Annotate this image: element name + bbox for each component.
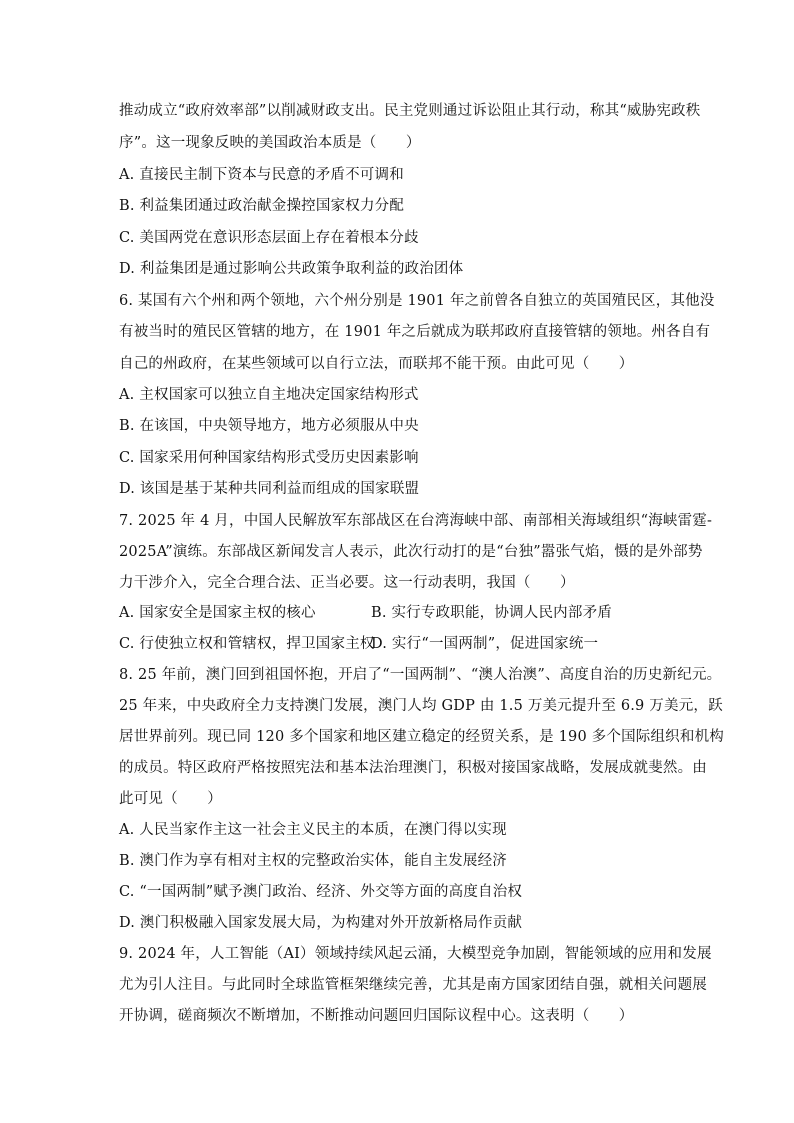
- q5-stem-line-2: 序”。这一现象反映的美国政治本质是（ ）: [119, 135, 421, 151]
- q6-stem-line-2: 有被当时的殖民区管辖的地方，在 1901 年之后就成为联邦政府直接管辖的领地。州各自有: [119, 324, 711, 340]
- q8-stem-line-3: 居世界前列。现已同 120 多个国家和地区建立稳定的经贸关系，是 190 多个国际组织和机构: [119, 729, 724, 745]
- q7-option-b: B. 实行专政职能，协调人民内部矛盾: [371, 605, 612, 621]
- q6-stem-line-1: 6. 某国有六个州和两个领地，六个州分别是 1901 年之前曾各自独立的英国殖民区，其他没: [119, 293, 715, 309]
- q7-option-d: D. 实行“一国两制”，促进国家统一: [371, 636, 599, 652]
- q8-stem-line-4: 的成员。特区政府严格按照宪法和基本法治理澳门，积极对接国家战略，发展成就斐然。由: [119, 760, 707, 776]
- q6-stem-line-3: 自己的州政府，在某些领域可以自行立法，而联邦不能干预。由此可见（ ）: [119, 356, 634, 372]
- q5-option-a: A. 直接民主制下资本与民意的矛盾不可调和: [119, 167, 404, 183]
- q6-option-a: A. 主权国家可以独立自主地决定国家结构形式: [119, 387, 419, 403]
- q9-stem-line-2: 尤为引人注目。与此同时全球监管框架继续完善，尤其是南方国家团结自强，就相关问题展: [119, 977, 707, 993]
- q8-stem-line-1: 8. 25 年前，澳门回到祖国怀抱，开启了“一国两制”、“澳人治澳”、高度自治的历史新纪元。: [119, 667, 722, 683]
- q9-stem-line-3: 开协调，磋商频次不断增加，不断推动问题回归国际议程中心。这表明（ ）: [119, 1008, 634, 1024]
- q5-option-c: C. 美国两党在意识形态层面上存在着根本分歧: [119, 230, 419, 246]
- q6-option-b: B. 在该国，中央领导地方，地方必须服从中央: [119, 418, 419, 434]
- q7-stem-line-3: 力干涉介入，完全合理合法、正当必要。这一行动表明，我国（ ）: [119, 575, 575, 591]
- q7-option-a: A. 国家安全是国家主权的核心: [119, 605, 316, 621]
- q5-option-d: D. 利益集团是通过影响公共政策争取利益的政治团体: [119, 261, 464, 277]
- q8-stem-line-5: 此可见（ ）: [119, 791, 222, 807]
- q7-option-c: C. 行使独立权和管辖权，捍卫国家主权: [119, 636, 375, 652]
- q5-stem-line-1: 推动成立“政府效率部”以削减财政支出。民主党则通过诉讼阻止其行动，称其“威胁宪政秩: [119, 103, 701, 119]
- q8-stem-line-2: 25 年来，中央政府全力支持澳门发展，澳门人均 GDP 由 1.5 万美元提升至 6.9 万美元，跃: [119, 698, 723, 714]
- q8-option-c: C. “一国两制”赋予澳门政治、经济、外交等方面的高度自治权: [119, 884, 523, 900]
- q5-option-b: B. 利益集团通过政治献金操控国家权力分配: [119, 198, 405, 214]
- q6-option-c: C. 国家采用何种国家结构形式受历史因素影响: [119, 450, 419, 466]
- q8-option-a: A. 人民当家作主这一社会主义民主的本质，在澳门得以实现: [119, 822, 507, 838]
- q8-option-d: D. 澳门积极融入国家发展大局，为构建对外开放新格局作贡献: [119, 915, 523, 931]
- q8-option-b: B. 澳门作为享有相对主权的完整政治实体，能自主发展经济: [119, 853, 507, 869]
- q7-stem-line-2: 2025A”演练。东部战区新闻发言人表示，此次行动打的是“台独”嚣张气焰，慑的是外部势: [119, 544, 703, 560]
- q7-stem-line-1: 7. 2025 年 4 月，中国人民解放军东部战区在台湾海峡中部、南部相关海域组织“海峡雷霆-: [119, 513, 713, 529]
- q9-stem-line-1: 9. 2024 年，人工智能（AI）领域持续风起云涌，大模型竞争加剧，智能领域的应用和发展: [119, 946, 712, 962]
- q6-option-d: D. 该国是基于某种共同利益而组成的国家联盟: [119, 481, 420, 497]
